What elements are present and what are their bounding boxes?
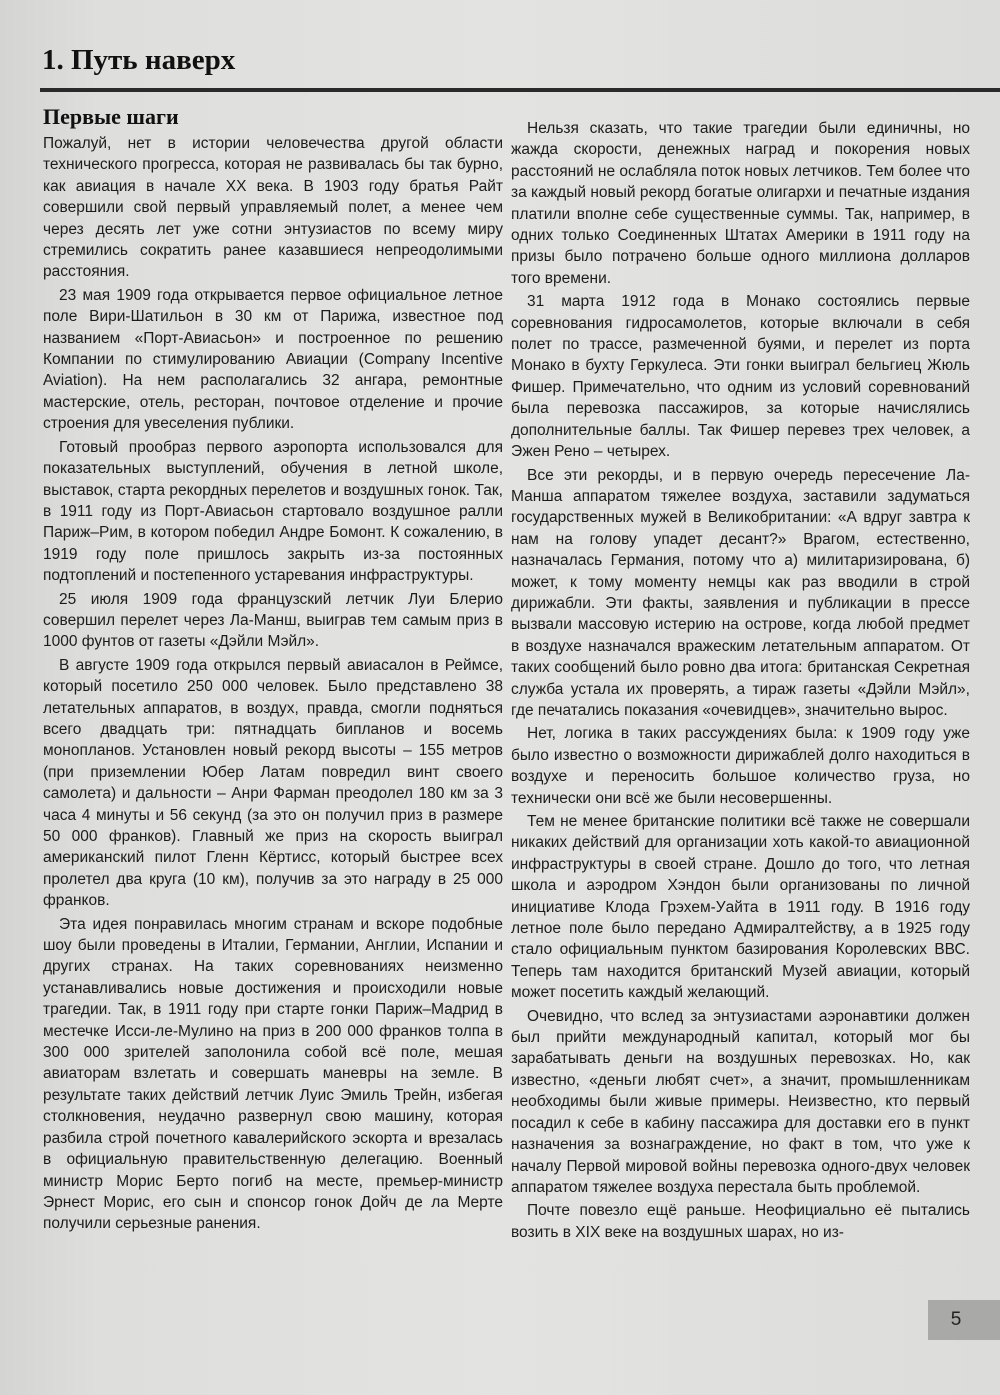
right-column	[511, 118, 970, 1245]
paragraph: 31 марта 1912 года в Монако состоялись первые соревнования гидросамолетов, которые включали в себя полет по трассе, размеченной буями, и перелет из порта Монако в бухту Геркулеса. Эти гонки выиграл бельгиец Жюль Фишер. Примечательно, что одним из условий соревнований была перевозка пассажиров, за которые начислялись дополнительные баллы. Так Фишер перевез трех человек, а Эжен Рено – четырех.	[511, 293, 970, 461]
paragraph: Нет, логика в таких рассуждениях была: к 1909 году уже было известно о возможности дирижаблей долго находиться в воздухе и переносить большое количество груза, но технически они всё же были несовершенны.	[511, 725, 970, 807]
paragraph: Пожалуй, нет в истории человечества другой области технического прогресса, которая не развивалась бы так бурно, как авиация в начале XX века. В 1903 году братья Райт совершили свой первый управляемый полет, а менее чем через десять лет уже сотни энтузиастов по всему миру стремились сократить ранее казавшиеся непреодолимыми расстояния.	[43, 135, 503, 281]
paragraph: Очевидно, что вслед за энтузиастами аэронавтики должен был прийти международный капитал, который мог бы зарабатывать деньги на воздушных перевозках. Но, как известно, «деньги любят счет», а значит, промышленникам необходимы были живые примеры. Неизвестно, кто первый посадил к себе в кабину пассажира для доставки его в пункт назначения за вознаграждение, но факт в том, что уже к началу Первой мировой войны перевозка одного-двух человек аппаратом тяжелее воздуха перестала быть проблемой.	[511, 1007, 970, 1196]
left-column	[43, 133, 503, 1237]
paragraph: Все эти рекорды, и в первую очередь пересечение Ла-Манша аппаратом тяжелее воздуха, заставили задуматься государственных мужей в Великобритании: «А вдруг завтра к нам на голову упадет десант?» Врагом, естественно, назначалась Германия, потому что а) милитаризирована, б) может, к тому моменту немцы как раз вводили в строй дирижабли. Эти факты, заявления и публикации в прессе вызвали массовую истерию на острове, когда любой предмет в воздухе назначался вражеским летательным аппаратом. От таких сообщений было ровно два итога: британская Секретная служба устала их проверять, а тираж газеты «Дэйли Мэйл», где печатались показания «очевидцев», значительно вырос.	[511, 466, 970, 719]
paragraph: Готовый прообраз первого аэропорта использовался для показательных выступлений, обучения в летной школе, выставок, старта рекордных перелетов и воздушных гонок. Так, в 1911 году из Порт-Авиасьон стартовало воздушное ралли Париж–Рим, в котором победил Андре Бомонт. К сожалению, в 1919 году поле пришлось закрыть из-за постоянных подтоплений и постепенного устаревания инфраструктуры.	[43, 438, 503, 585]
paragraph: 23 мая 1909 года открывается первое официальное летное поле Вири-Шатильон в 30 км от Парижа, известное под названием «Порт-Авиасьон» и построенное по решению Компании по стимулированию Авиации (Company Incentive Aviation). На нем располагались 32 ангара, ремонтные мастерские, отель, ресторан, почтовое отделение и прочие строения для увеселения публики.	[43, 286, 503, 433]
paragraph: 25 июля 1909 года французский летчик Луи Блерио совершил перелет через Ла-Манш, выиграв тем самым приз в 1000 фунтов от газеты «Дэйли Мэйл».	[43, 590, 503, 651]
chapter-title: 1. Путь наверх	[42, 44, 236, 76]
section-title: Первые шаги	[43, 104, 179, 129]
chapter-rule	[40, 88, 1000, 92]
paragraph: Тем не менее британские политики всё также не совершали никаких действий для организации хоть какой-то авиационной инфраструктуры в своей стране. Дошло до того, что летная школа и аэродром Хэндон были организованы по личной инициативе Клода Грэхем-Уайта в 1911 году. В 1916 году летное поле было передано Адмиралтейству, а в 1925 году стало официальным пунктом базирования Королевских ВВС. Теперь там находится британский Музей авиации, который может посетить каждый желающий.	[511, 813, 970, 1002]
paragraph: Нельзя сказать, что такие трагедии были единичны, но жажда скорости, денежных наград и покорения новых расстояний не ослабляла поток новых летчиков. Тем более что за каждый новый рекорд богатые олигархи и печатные издания платили вполне себе существенные суммы. Так, например, в одних только Соединенных Штатах Америки в 1911 году на призы было потрачено больше одного миллиона долларов того времени.	[511, 120, 970, 287]
paragraph: Почте повезло ещё раньше. Неофициально её пытались возить в XIX веке на воздушных шарах, но из-	[511, 1202, 970, 1241]
paragraph: Эта идея понравилась многим странам и вскоре подобные шоу были проведены в Италии, Германии, Англии, Испании и других странах. На таких соревнованиях неизменно устанавливались новые достижения и происходили новые трагедии. Так, в 1911 году при старте гонки Париж–Мадрид в местечке Исси-ле-Мулино на приз в 200 000 франков толпа в 300 000 зрителей заполонила собой всё поле, мешая авиаторам взлетать и совершать маневры на земле. В результате таких действий летчик Луис Эмиль Трейн, избегая столкновения, неудачно развернул свою машину, которая разбила строй почетного кавалерийского эскорта и врезалась в официальную правительственную делегацию. Военный министр Морис Берто погиб на месте, премьер-министр Эрнест Морис, его сын и спонсор гонок Дойч де ла Мерте получили серьезные ранения.	[43, 915, 503, 1233]
paragraph: В августе 1909 года открылся первый авиасалон в Реймсе, который посетило 250 000 человек. Было представлено 38 летательных аппаратов, в воздух, правда, смогли подняться всего двадцать три: пятнадцать бипланов и восемь монопланов. Установлен новый рекорд высоты – 155 метров (при приземлении Юбер Латам повредил винт своего самолета) и дальности – Анри Фарман преодолел 180 км за 3 часа 4 минуты и 56 секунд (за это он получил приз в размере 50 000 франков). Главный же приз на скорость выиграл американский пилот Гленн Кёртисс, который быстрее всех пролетел два круга (10 км), получив за это награду в 25 000 франков.	[43, 656, 503, 910]
page-number: 5	[950, 1309, 962, 1330]
